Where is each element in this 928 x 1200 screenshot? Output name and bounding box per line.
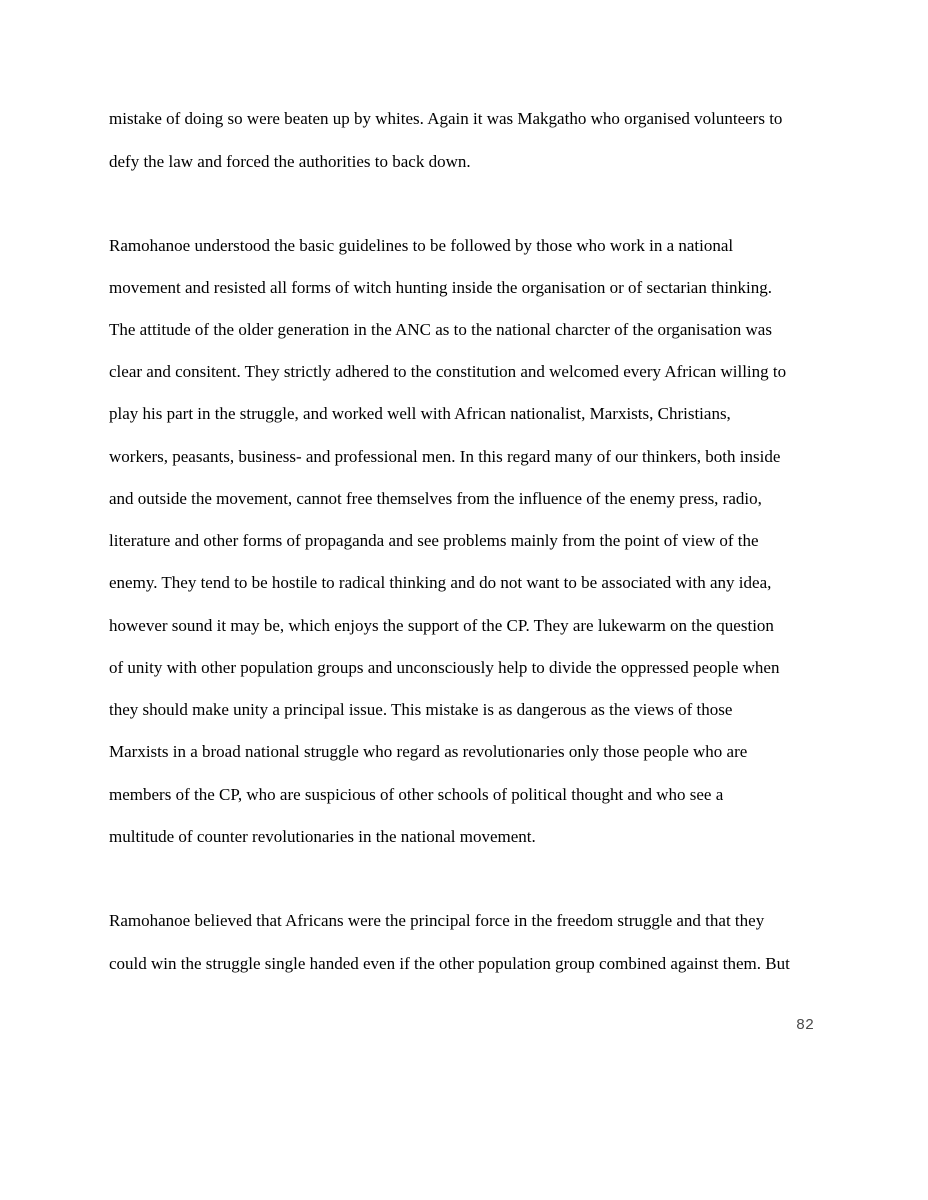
text-line: Ramohanoe believed that Africans were the principal force in the freedom struggle and that they [109,911,765,930]
text-line: of unity with other population groups and unconsciously help to divide the oppressed people when [109,658,780,677]
text-line: defy the law and forced the authorities to back down. [109,152,471,171]
text-line: enemy. They tend to be hostile to radical thinking and do not want to be associated with any idea, [109,573,772,592]
text-line: workers, peasants, business- and professional men. In this regard many of our thinkers, both inside [109,447,781,466]
text-line: play his part in the struggle, and worked well with African nationalist, Marxists, Christians, [109,404,731,423]
text-line: Ramohanoe understood the basic guidelines to be followed by those who work in a national [109,236,734,255]
text-line: The attitude of the older generation in the ANC as to the national charcter of the organisation was [109,320,772,339]
text-line: they should make unity a principal issue. This mistake is as dangerous as the views of those [109,700,733,719]
text-line: literature and other forms of propaganda and see problems mainly from the point of view of the [109,531,759,550]
text-line: clear and consitent. They strictly adhered to the constitution and welcomed every African willing to [109,362,787,381]
text-line: movement and resisted all forms of witch hunting inside the organisation or of sectarian thinking. [109,278,773,297]
text-line: members of the CP, who are suspicious of other schools of political thought and who see a [109,785,724,804]
page-number: 82 [796,1017,815,1034]
text-line: Marxists in a broad national struggle who regard as revolutionaries only those people who are [109,742,748,761]
text-line: and outside the movement, cannot free themselves from the influence of the enemy press, radio, [109,489,762,508]
text-line: however sound it may be, which enjoys the support of the CP. They are lukewarm on the question [109,616,774,635]
text-line: multitude of counter revolutionaries in the national movement. [109,827,536,846]
text-line: could win the struggle single handed even if the other population group combined against them. But [109,954,790,973]
text-line: mistake of doing so were beaten up by whites. Again it was Makgatho who organised volunteers to [109,109,783,128]
